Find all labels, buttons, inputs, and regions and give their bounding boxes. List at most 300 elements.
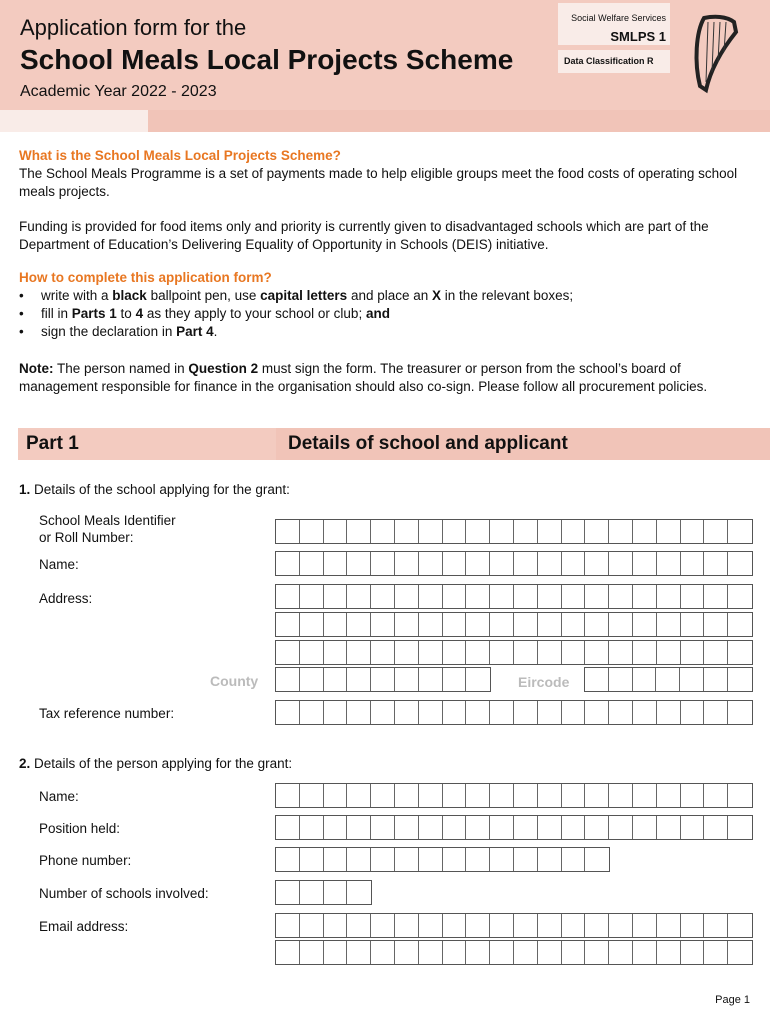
character-box[interactable] [466, 641, 490, 664]
phone-input[interactable] [275, 847, 610, 872]
address-label: Address: [39, 591, 93, 606]
character-box[interactable] [585, 701, 609, 724]
instruction-item [19, 305, 754, 323]
character-box[interactable] [395, 641, 419, 664]
position-label: Position held: [39, 821, 121, 836]
page-number: Page 1 [715, 994, 750, 1006]
character-box[interactable] [656, 668, 680, 691]
character-box[interactable] [300, 701, 324, 724]
character-box[interactable] [419, 914, 443, 937]
character-box[interactable] [371, 701, 395, 724]
character-box[interactable] [276, 668, 300, 691]
character-box[interactable] [395, 914, 419, 937]
character-box[interactable] [443, 701, 467, 724]
character-box[interactable] [633, 701, 657, 724]
t: must sign the form. The treasurer or person from the school’s board of management responsible for finance in the organisation should also co-sign. Please follow all procurement policies. [19, 361, 708, 394]
character-box[interactable] [395, 941, 419, 964]
character-box[interactable] [276, 881, 300, 904]
character-box[interactable] [728, 613, 752, 636]
character-box[interactable] [395, 668, 419, 691]
school-name-label: Name: [39, 557, 79, 572]
character-box[interactable] [490, 613, 514, 636]
character-box[interactable] [276, 784, 300, 807]
character-box[interactable] [419, 941, 443, 964]
character-box[interactable] [728, 941, 752, 964]
character-box[interactable] [466, 585, 490, 608]
data-classification: Data Classification R [564, 56, 654, 66]
character-box[interactable] [347, 613, 371, 636]
character-box[interactable] [562, 941, 586, 964]
character-box[interactable] [514, 552, 538, 575]
character-box[interactable] [657, 552, 681, 575]
character-box[interactable] [276, 914, 300, 937]
address-line-1-input[interactable] [275, 584, 753, 609]
character-box[interactable] [514, 520, 538, 543]
instruction-item [19, 323, 754, 341]
character-box[interactable] [562, 816, 586, 839]
character-box[interactable] [585, 585, 609, 608]
form-title: School Meals Local Projects Scheme [20, 44, 514, 75]
character-box[interactable] [514, 848, 538, 871]
character-box[interactable] [657, 784, 681, 807]
county-input[interactable] [275, 667, 491, 692]
character-box[interactable] [490, 701, 514, 724]
character-box[interactable] [538, 941, 562, 964]
character-box[interactable] [490, 784, 514, 807]
t: The person named in [53, 361, 189, 376]
instruction-item [19, 287, 754, 305]
character-box[interactable] [347, 585, 371, 608]
character-box[interactable] [324, 613, 348, 636]
header-band [0, 110, 148, 132]
character-box[interactable] [585, 613, 609, 636]
character-box[interactable] [300, 881, 324, 904]
character-box[interactable] [300, 941, 324, 964]
character-box[interactable] [633, 641, 657, 664]
character-box[interactable] [371, 816, 395, 839]
character-box[interactable] [681, 585, 705, 608]
character-box[interactable] [466, 552, 490, 575]
character-box[interactable] [585, 816, 609, 839]
character-box[interactable] [300, 784, 324, 807]
character-box[interactable] [324, 520, 348, 543]
character-box[interactable] [538, 585, 562, 608]
character-box[interactable] [300, 520, 324, 543]
form-code-box [558, 3, 670, 45]
character-box[interactable] [300, 585, 324, 608]
character-box[interactable] [347, 701, 371, 724]
character-box[interactable] [514, 585, 538, 608]
character-box[interactable] [657, 520, 681, 543]
character-box[interactable] [633, 941, 657, 964]
roll-number-label: School Meals Identifier or Roll Number: [39, 513, 176, 545]
character-box[interactable] [681, 613, 705, 636]
character-box[interactable] [371, 520, 395, 543]
character-box[interactable] [300, 613, 324, 636]
character-box[interactable] [609, 585, 633, 608]
character-box[interactable] [585, 552, 609, 575]
character-box[interactable] [657, 941, 681, 964]
part-label: Part 1 [26, 433, 79, 454]
character-box[interactable] [657, 641, 681, 664]
character-box[interactable] [395, 784, 419, 807]
character-box[interactable] [276, 641, 300, 664]
character-box[interactable] [419, 784, 443, 807]
character-box[interactable] [466, 520, 490, 543]
character-box[interactable] [633, 816, 657, 839]
character-box[interactable] [490, 585, 514, 608]
character-box[interactable] [466, 816, 490, 839]
character-box[interactable] [324, 552, 348, 575]
character-box[interactable] [657, 701, 681, 724]
question-2 [19, 756, 292, 771]
eircode-input[interactable] [584, 667, 753, 692]
character-box[interactable] [443, 520, 467, 543]
character-box[interactable] [276, 552, 300, 575]
character-box[interactable] [347, 668, 371, 691]
tax-reference-input[interactable] [275, 700, 753, 725]
character-box[interactable] [490, 641, 514, 664]
character-box[interactable] [347, 816, 371, 839]
character-box[interactable] [514, 914, 538, 937]
school-name-input[interactable] [275, 551, 753, 576]
character-box[interactable] [443, 552, 467, 575]
character-box[interactable] [490, 520, 514, 543]
character-box[interactable] [657, 613, 681, 636]
character-box[interactable] [562, 552, 586, 575]
character-box[interactable] [609, 941, 633, 964]
character-box[interactable] [514, 701, 538, 724]
character-box[interactable] [443, 784, 467, 807]
character-box[interactable] [443, 848, 467, 871]
character-box[interactable] [538, 914, 562, 937]
character-box[interactable] [704, 668, 728, 691]
character-box[interactable] [324, 881, 348, 904]
character-box[interactable] [395, 701, 419, 724]
character-box[interactable] [562, 784, 586, 807]
character-box[interactable] [681, 941, 705, 964]
character-box[interactable] [395, 585, 419, 608]
character-box[interactable] [609, 520, 633, 543]
character-box[interactable] [395, 520, 419, 543]
harp-logo-icon [690, 12, 742, 94]
character-box[interactable] [633, 552, 657, 575]
character-box[interactable] [681, 641, 705, 664]
character-box[interactable] [704, 701, 728, 724]
character-box[interactable] [324, 641, 348, 664]
character-box[interactable] [609, 613, 633, 636]
character-box[interactable] [538, 848, 562, 871]
character-box[interactable] [633, 914, 657, 937]
character-box[interactable] [466, 668, 490, 691]
character-box[interactable] [633, 613, 657, 636]
character-box[interactable] [395, 552, 419, 575]
character-box[interactable] [562, 701, 586, 724]
character-box[interactable] [585, 668, 609, 691]
t: Parts 1 [71, 306, 117, 321]
character-box[interactable] [419, 668, 443, 691]
what-heading: What is the School Meals Local Projects Scheme? [19, 148, 341, 163]
what-section [19, 147, 754, 201]
character-box[interactable] [728, 520, 752, 543]
character-box[interactable] [466, 784, 490, 807]
character-box[interactable] [728, 701, 752, 724]
character-box[interactable] [704, 613, 728, 636]
character-box[interactable] [514, 641, 538, 664]
character-box[interactable] [347, 881, 371, 904]
character-box[interactable] [419, 701, 443, 724]
character-box[interactable] [609, 914, 633, 937]
character-box[interactable] [466, 941, 490, 964]
character-box[interactable] [443, 816, 467, 839]
character-box[interactable] [609, 816, 633, 839]
character-box[interactable] [538, 613, 562, 636]
phone-label: Phone number: [39, 853, 132, 868]
t: Part 4 [176, 324, 214, 339]
schools-count-input[interactable] [275, 880, 372, 905]
character-box[interactable] [538, 520, 562, 543]
character-box[interactable] [562, 613, 586, 636]
character-box[interactable] [728, 784, 752, 807]
character-box[interactable] [443, 668, 467, 691]
character-box[interactable] [276, 941, 300, 964]
character-box[interactable] [300, 641, 324, 664]
header-band [148, 110, 770, 132]
character-box[interactable] [300, 914, 324, 937]
character-box[interactable] [324, 585, 348, 608]
character-box[interactable] [300, 668, 324, 691]
character-box[interactable] [585, 941, 609, 964]
applicant-name-input[interactable] [275, 783, 753, 808]
roll-number-input[interactable] [275, 519, 753, 544]
character-box[interactable] [538, 701, 562, 724]
email-line-1-input[interactable] [275, 913, 753, 938]
character-box[interactable] [371, 668, 395, 691]
character-box[interactable] [585, 520, 609, 543]
t: 1. [19, 482, 31, 497]
character-box[interactable] [371, 941, 395, 964]
schools-count-label: Number of schools involved: [39, 886, 209, 901]
character-box[interactable] [562, 641, 586, 664]
character-box[interactable] [443, 641, 467, 664]
character-box[interactable] [324, 941, 348, 964]
character-box[interactable] [324, 914, 348, 937]
character-box[interactable] [419, 520, 443, 543]
character-box[interactable] [371, 641, 395, 664]
character-box[interactable] [276, 520, 300, 543]
t: Note: [19, 361, 54, 376]
tax-reference-label: Tax reference number: [39, 706, 175, 721]
character-box[interactable] [443, 914, 467, 937]
address-line-2-input[interactable] [275, 612, 753, 637]
character-box[interactable] [704, 941, 728, 964]
note-paragraph [19, 360, 754, 396]
character-box[interactable] [562, 585, 586, 608]
character-box[interactable] [443, 613, 467, 636]
character-box[interactable] [371, 914, 395, 937]
character-box[interactable] [609, 784, 633, 807]
character-box[interactable] [704, 914, 728, 937]
character-box[interactable] [681, 816, 705, 839]
character-box[interactable] [371, 613, 395, 636]
character-box[interactable] [704, 520, 728, 543]
character-box[interactable] [276, 848, 300, 871]
character-box[interactable] [514, 784, 538, 807]
character-box[interactable] [680, 668, 704, 691]
character-box[interactable] [419, 613, 443, 636]
t: 4 [135, 306, 144, 321]
character-box[interactable] [585, 914, 609, 937]
form-code: SMLPS 1 [610, 29, 666, 44]
how-heading: How to complete this application form? [19, 270, 272, 285]
character-box[interactable] [347, 941, 371, 964]
character-box[interactable] [276, 816, 300, 839]
character-box[interactable] [443, 941, 467, 964]
character-box[interactable] [728, 552, 752, 575]
character-box[interactable] [657, 585, 681, 608]
t: and [365, 306, 390, 321]
character-box[interactable] [633, 784, 657, 807]
character-box[interactable] [585, 641, 609, 664]
character-box[interactable] [704, 641, 728, 664]
character-box[interactable] [371, 585, 395, 608]
t: to [116, 306, 136, 321]
character-box[interactable] [276, 613, 300, 636]
character-box[interactable] [609, 641, 633, 664]
character-box[interactable] [347, 784, 371, 807]
character-box[interactable] [681, 784, 705, 807]
character-box[interactable] [490, 816, 514, 839]
character-box[interactable] [324, 848, 348, 871]
t: Question 2 [188, 361, 259, 376]
character-box[interactable] [609, 701, 633, 724]
character-box[interactable] [466, 613, 490, 636]
t: black [112, 288, 147, 303]
character-box[interactable] [300, 816, 324, 839]
t: in the relevant boxes; [441, 288, 574, 303]
character-box[interactable] [300, 552, 324, 575]
character-box[interactable] [324, 701, 348, 724]
character-box[interactable] [681, 552, 705, 575]
character-box[interactable] [395, 848, 419, 871]
character-box[interactable] [347, 552, 371, 575]
character-box[interactable] [704, 552, 728, 575]
character-box[interactable] [371, 552, 395, 575]
t: ballpoint pen, use [146, 288, 261, 303]
character-box[interactable] [347, 641, 371, 664]
character-box[interactable] [728, 641, 752, 664]
character-box[interactable] [704, 585, 728, 608]
character-box[interactable] [347, 914, 371, 937]
character-box[interactable] [562, 914, 586, 937]
character-box[interactable] [633, 585, 657, 608]
character-box[interactable] [324, 816, 348, 839]
t: as they apply to your school or club; [143, 306, 366, 321]
character-box[interactable] [538, 641, 562, 664]
character-box[interactable] [276, 585, 300, 608]
character-box[interactable] [538, 784, 562, 807]
form-intro: Application form for the [20, 15, 247, 40]
character-box[interactable] [609, 668, 633, 691]
question-1 [19, 482, 290, 497]
character-box[interactable] [371, 784, 395, 807]
character-box[interactable] [443, 585, 467, 608]
character-box[interactable] [490, 914, 514, 937]
character-box[interactable] [466, 914, 490, 937]
character-box[interactable] [585, 784, 609, 807]
character-box[interactable] [419, 585, 443, 608]
character-box[interactable] [562, 848, 586, 871]
character-box[interactable] [324, 784, 348, 807]
character-box[interactable] [657, 816, 681, 839]
t: 2. [19, 756, 31, 771]
character-box[interactable] [609, 552, 633, 575]
character-box[interactable] [419, 641, 443, 664]
character-box[interactable] [704, 816, 728, 839]
character-box[interactable] [395, 613, 419, 636]
character-box[interactable] [681, 701, 705, 724]
character-box[interactable] [466, 701, 490, 724]
character-box[interactable] [419, 816, 443, 839]
character-box[interactable] [728, 816, 752, 839]
character-box[interactable] [681, 520, 705, 543]
character-box[interactable] [395, 816, 419, 839]
address-line-3-input[interactable] [275, 640, 753, 665]
t: Details of the person applying for the grant: [30, 756, 293, 771]
character-box[interactable] [276, 701, 300, 724]
character-box[interactable] [657, 914, 681, 937]
character-box[interactable] [728, 585, 752, 608]
position-input[interactable] [275, 815, 753, 840]
character-box[interactable] [324, 668, 348, 691]
character-box[interactable] [419, 848, 443, 871]
character-box[interactable] [681, 914, 705, 937]
character-box[interactable] [490, 552, 514, 575]
character-box[interactable] [466, 848, 490, 871]
character-box[interactable] [490, 941, 514, 964]
character-box[interactable] [347, 848, 371, 871]
t: capital letters [260, 288, 348, 303]
character-box[interactable] [704, 784, 728, 807]
character-box[interactable] [562, 520, 586, 543]
t: fill in [41, 306, 72, 321]
character-box[interactable] [728, 914, 752, 937]
character-box[interactable] [514, 941, 538, 964]
character-box[interactable] [347, 520, 371, 543]
part-title-bar [276, 428, 770, 460]
county-label: County [210, 673, 259, 689]
t: X [432, 288, 442, 303]
part-title: Details of school and applicant [288, 433, 568, 454]
character-box[interactable] [371, 848, 395, 871]
character-box[interactable] [490, 848, 514, 871]
classification-box [558, 50, 670, 73]
email-line-2-input[interactable] [275, 940, 753, 965]
character-box[interactable] [633, 668, 657, 691]
character-box[interactable] [514, 613, 538, 636]
character-box[interactable] [538, 816, 562, 839]
what-paragraph-2: Funding is provided for food items only and priority is currently given to disadvantaged schools which are part of the Department of Education’s Delivering Equality of Opportunity in Schools (DEIS) initiative. [19, 219, 709, 252]
character-box[interactable] [633, 520, 657, 543]
character-box[interactable] [585, 848, 609, 871]
character-box[interactable] [514, 816, 538, 839]
character-box[interactable] [300, 848, 324, 871]
character-box[interactable] [728, 668, 752, 691]
t: write with a [41, 288, 113, 303]
t: and place an [347, 288, 433, 303]
character-box[interactable] [538, 552, 562, 575]
character-box[interactable] [419, 552, 443, 575]
